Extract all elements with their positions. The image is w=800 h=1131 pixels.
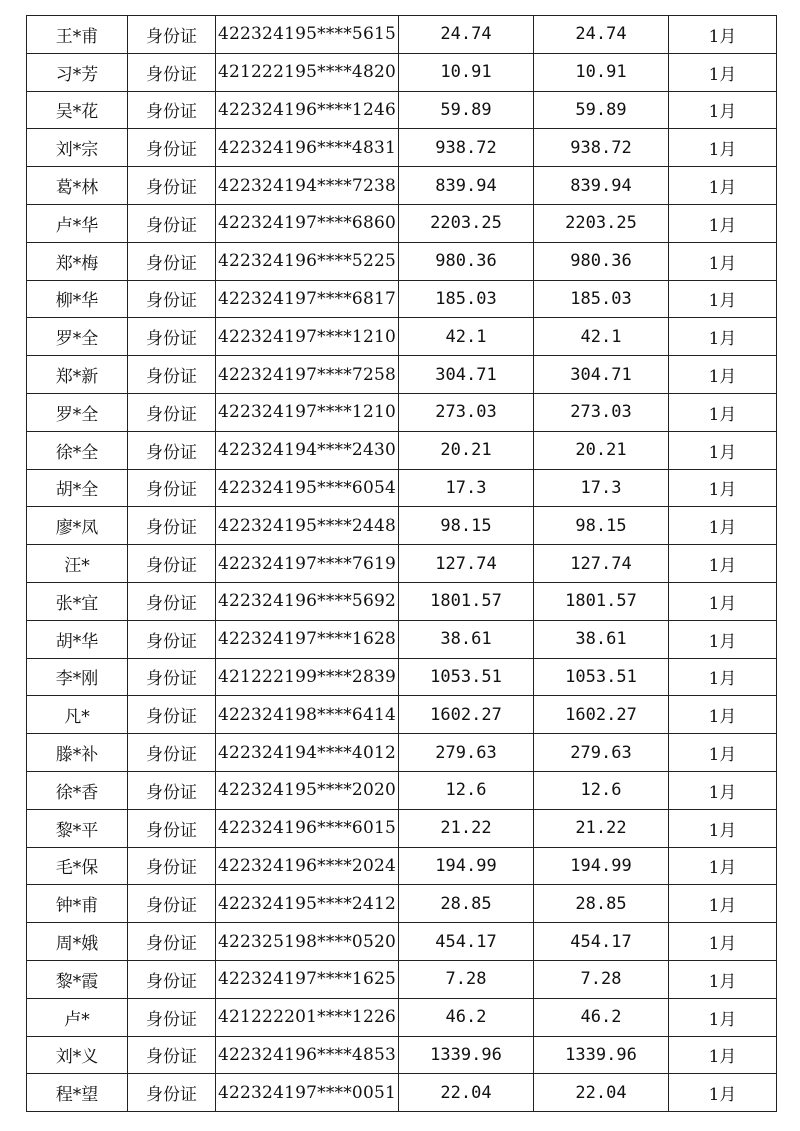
cell-name: 程*望 [27,1074,128,1112]
cell-name: 张*宜 [27,582,128,620]
cell-amount-paid: 127.74 [534,545,669,583]
cell-id-number: 422324194****7238 [216,167,399,205]
cell-id-type: 身份证 [128,734,216,772]
cell-name: 徐*全 [27,431,128,469]
cell-id-type: 身份证 [128,658,216,696]
cell-amount-paid: 1339.96 [534,1036,669,1074]
cell-id-number: 422324195****6054 [216,469,399,507]
cell-name: 郑*新 [27,356,128,394]
cell-id-type: 身份证 [128,923,216,961]
cell-amount-paid: 28.85 [534,885,669,923]
cell-amount-paid: 7.28 [534,960,669,998]
table-row [27,356,777,394]
cell-amount: 194.99 [399,847,534,885]
table-row [27,998,777,1036]
cell-id-type: 身份证 [128,1036,216,1074]
cell-month: 1月 [669,582,777,620]
cell-amount: 98.15 [399,507,534,545]
table-row [27,393,777,431]
table-row [27,960,777,998]
cell-name: 凡* [27,696,128,734]
cell-amount-paid: 185.03 [534,280,669,318]
cell-amount-paid: 98.15 [534,507,669,545]
table-row [27,923,777,961]
cell-amount-paid: 38.61 [534,620,669,658]
cell-name: 李*刚 [27,658,128,696]
table-row [27,658,777,696]
cell-month: 1月 [669,998,777,1036]
cell-month: 1月 [669,620,777,658]
cell-id-type: 身份证 [128,809,216,847]
cell-amount-paid: 839.94 [534,167,669,205]
cell-month: 1月 [669,809,777,847]
cell-id-type: 身份证 [128,545,216,583]
table-row [27,318,777,356]
cell-month: 1月 [669,923,777,961]
cell-amount: 1339.96 [399,1036,534,1074]
cell-id-number: 422325198****0520 [216,923,399,961]
cell-id-type: 身份证 [128,242,216,280]
cell-name: 卢*华 [27,204,128,242]
cell-amount-paid: 10.91 [534,53,669,91]
cell-amount-paid: 42.1 [534,318,669,356]
cell-amount-paid: 194.99 [534,847,669,885]
cell-month: 1月 [669,545,777,583]
cell-amount: 1801.57 [399,582,534,620]
cell-month: 1月 [669,91,777,129]
cell-month: 1月 [669,658,777,696]
cell-amount: 24.74 [399,16,534,54]
cell-id-number: 422324195****2020 [216,771,399,809]
cell-month: 1月 [669,167,777,205]
cell-id-number: 422324197****6860 [216,204,399,242]
table-row [27,204,777,242]
cell-id-number: 422324195****2412 [216,885,399,923]
cell-amount: 59.89 [399,91,534,129]
table-row [27,734,777,772]
cell-id-number: 421222201****1226 [216,998,399,1036]
cell-amount-paid: 2203.25 [534,204,669,242]
cell-id-number: 422324197****7258 [216,356,399,394]
cell-id-number: 422324197****1625 [216,960,399,998]
cell-month: 1月 [669,431,777,469]
cell-id-number: 421222195****4820 [216,53,399,91]
cell-amount: 454.17 [399,923,534,961]
cell-id-type: 身份证 [128,318,216,356]
table-row [27,431,777,469]
cell-name: 罗*全 [27,393,128,431]
cell-id-number: 422324197****6817 [216,280,399,318]
table-row [27,885,777,923]
table-row [27,1074,777,1112]
cell-id-type: 身份证 [128,1074,216,1112]
cell-month: 1月 [669,129,777,167]
cell-id-number: 422324194****4012 [216,734,399,772]
cell-id-number: 422324197****0051 [216,1074,399,1112]
cell-amount-paid: 1053.51 [534,658,669,696]
cell-name: 汪* [27,545,128,583]
cell-amount: 7.28 [399,960,534,998]
cell-id-number: 422324196****1246 [216,91,399,129]
cell-id-number: 422324197****1628 [216,620,399,658]
cell-month: 1月 [669,16,777,54]
cell-name: 毛*保 [27,847,128,885]
cell-name: 刘*宗 [27,129,128,167]
cell-name: 刘*义 [27,1036,128,1074]
table-row [27,280,777,318]
cell-name: 葛*林 [27,167,128,205]
cell-month: 1月 [669,53,777,91]
table-body [27,16,777,1112]
table-row [27,696,777,734]
cell-id-number: 422324198****6414 [216,696,399,734]
cell-id-number: 421222199****2839 [216,658,399,696]
table-row [27,129,777,167]
table-row [27,809,777,847]
table-row [27,545,777,583]
cell-id-type: 身份证 [128,469,216,507]
cell-amount-paid: 21.22 [534,809,669,847]
cell-amount: 2203.25 [399,204,534,242]
cell-amount-paid: 273.03 [534,393,669,431]
subsidy-table [26,15,777,1112]
cell-amount: 980.36 [399,242,534,280]
cell-month: 1月 [669,507,777,545]
cell-amount: 304.71 [399,356,534,394]
cell-id-type: 身份证 [128,885,216,923]
table-row [27,167,777,205]
cell-amount: 938.72 [399,129,534,167]
cell-amount: 127.74 [399,545,534,583]
cell-amount-paid: 17.3 [534,469,669,507]
cell-amount-paid: 12.6 [534,771,669,809]
cell-month: 1月 [669,242,777,280]
cell-id-type: 身份证 [128,507,216,545]
cell-id-type: 身份证 [128,91,216,129]
cell-name: 罗*全 [27,318,128,356]
cell-month: 1月 [669,280,777,318]
cell-id-number: 422324196****5692 [216,582,399,620]
cell-amount: 12.6 [399,771,534,809]
cell-month: 1月 [669,393,777,431]
cell-name: 卢* [27,998,128,1036]
table-row [27,582,777,620]
cell-amount-paid: 279.63 [534,734,669,772]
cell-month: 1月 [669,696,777,734]
cell-amount: 1053.51 [399,658,534,696]
cell-amount-paid: 59.89 [534,91,669,129]
cell-amount-paid: 454.17 [534,923,669,961]
cell-name: 柳*华 [27,280,128,318]
table-row [27,469,777,507]
cell-name: 胡*全 [27,469,128,507]
cell-id-type: 身份证 [128,16,216,54]
cell-id-type: 身份证 [128,847,216,885]
cell-amount-paid: 304.71 [534,356,669,394]
cell-id-type: 身份证 [128,960,216,998]
cell-amount-paid: 1801.57 [534,582,669,620]
cell-amount: 10.91 [399,53,534,91]
cell-name: 习*芳 [27,53,128,91]
cell-id-number: 422324196****2024 [216,847,399,885]
cell-month: 1月 [669,1036,777,1074]
cell-name: 黎*霞 [27,960,128,998]
cell-amount: 21.22 [399,809,534,847]
table-row [27,620,777,658]
cell-amount: 839.94 [399,167,534,205]
cell-amount-paid: 22.04 [534,1074,669,1112]
cell-id-number: 422324196****4831 [216,129,399,167]
table-row [27,242,777,280]
cell-id-type: 身份证 [128,204,216,242]
cell-amount: 46.2 [399,998,534,1036]
cell-id-type: 身份证 [128,53,216,91]
table-row [27,771,777,809]
cell-id-type: 身份证 [128,582,216,620]
table-row [27,91,777,129]
cell-amount: 17.3 [399,469,534,507]
cell-name: 廖*凤 [27,507,128,545]
table-row [27,53,777,91]
cell-id-type: 身份证 [128,620,216,658]
cell-amount-paid: 46.2 [534,998,669,1036]
cell-month: 1月 [669,771,777,809]
cell-month: 1月 [669,1074,777,1112]
cell-id-type: 身份证 [128,771,216,809]
cell-id-number: 422324197****7619 [216,545,399,583]
table-row [27,16,777,54]
cell-name: 胡*华 [27,620,128,658]
cell-id-number: 422324197****1210 [216,318,399,356]
cell-amount: 185.03 [399,280,534,318]
table-row [27,507,777,545]
cell-amount-paid: 980.36 [534,242,669,280]
cell-id-number: 422324195****2448 [216,507,399,545]
cell-id-type: 身份证 [128,998,216,1036]
cell-id-type: 身份证 [128,356,216,394]
cell-id-type: 身份证 [128,431,216,469]
cell-amount: 28.85 [399,885,534,923]
cell-month: 1月 [669,847,777,885]
cell-amount: 22.04 [399,1074,534,1112]
cell-amount: 20.21 [399,431,534,469]
cell-month: 1月 [669,734,777,772]
cell-amount-paid: 1602.27 [534,696,669,734]
cell-amount-paid: 20.21 [534,431,669,469]
cell-id-number: 422324194****2430 [216,431,399,469]
cell-id-type: 身份证 [128,167,216,205]
cell-month: 1月 [669,885,777,923]
cell-amount: 42.1 [399,318,534,356]
table-row [27,847,777,885]
cell-amount-paid: 938.72 [534,129,669,167]
cell-name: 周*娥 [27,923,128,961]
cell-id-number: 422324196****4853 [216,1036,399,1074]
table-row [27,1036,777,1074]
cell-id-type: 身份证 [128,393,216,431]
cell-name: 滕*补 [27,734,128,772]
cell-month: 1月 [669,960,777,998]
cell-month: 1月 [669,318,777,356]
cell-id-type: 身份证 [128,696,216,734]
cell-amount: 38.61 [399,620,534,658]
cell-name: 王*甫 [27,16,128,54]
cell-month: 1月 [669,204,777,242]
cell-id-number: 422324195****5615 [216,16,399,54]
cell-name: 吴*花 [27,91,128,129]
cell-amount-paid: 24.74 [534,16,669,54]
cell-name: 钟*甫 [27,885,128,923]
cell-name: 黎*平 [27,809,128,847]
cell-amount: 273.03 [399,393,534,431]
cell-name: 郑*梅 [27,242,128,280]
cell-id-number: 422324197****1210 [216,393,399,431]
cell-id-number: 422324196****5225 [216,242,399,280]
cell-id-type: 身份证 [128,280,216,318]
cell-id-type: 身份证 [128,129,216,167]
cell-name: 徐*香 [27,771,128,809]
cell-id-number: 422324196****6015 [216,809,399,847]
cell-amount: 279.63 [399,734,534,772]
cell-month: 1月 [669,356,777,394]
cell-amount: 1602.27 [399,696,534,734]
cell-month: 1月 [669,469,777,507]
